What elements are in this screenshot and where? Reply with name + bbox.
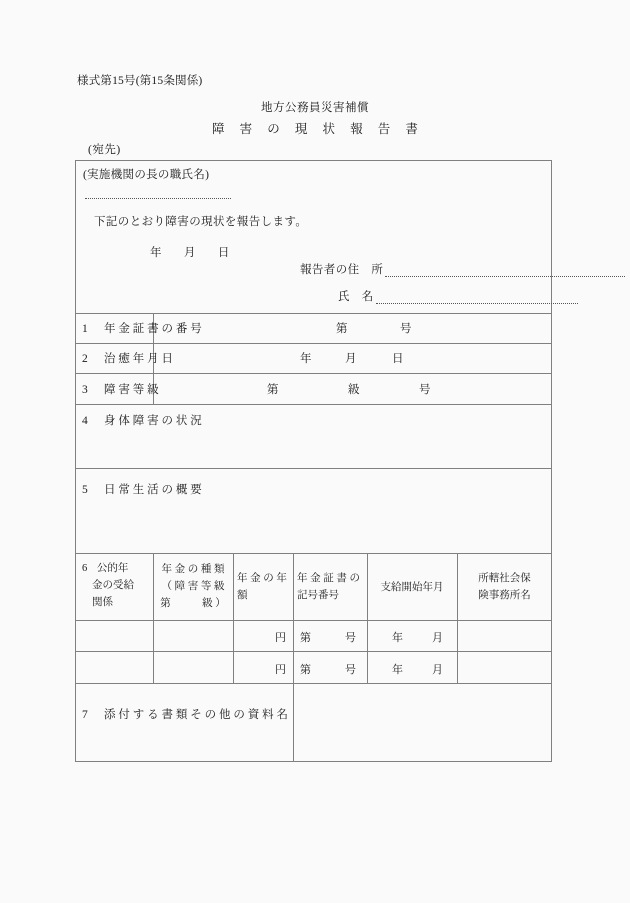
grid-line-s6-col1: [153, 553, 154, 683]
reporter-address-label: 報告者の住 所: [300, 264, 384, 276]
section-6-label-line3: 関係: [92, 597, 113, 608]
row-5-text: 日 常 生 活 の 概 要: [104, 484, 202, 496]
section-6-label-line2: 金の受給: [92, 580, 134, 591]
reporter-address-row: [300, 261, 625, 277]
section-6-label-line1: 公的年: [96, 563, 129, 574]
office-line2: 険事務所名: [478, 590, 531, 601]
organization-name-dotted-line[interactable]: [85, 190, 231, 199]
report-date-line: [150, 244, 230, 260]
section-6-header-pension-kind: [156, 561, 230, 612]
grid-line-s7-divider: [293, 683, 294, 762]
pension-kind-line3: 第 級 ）: [160, 598, 226, 609]
reporter-name-row: [338, 288, 578, 304]
section-6-header-start-date: 支給開始年月: [380, 582, 444, 593]
report-date-day: 日: [217, 247, 230, 259]
row-5-number: 5: [82, 484, 88, 496]
reporter-address-input[interactable]: [385, 265, 625, 277]
s6-row1-cert-dai[interactable]: 第: [300, 632, 311, 644]
annual-amount-line1: 年 金 の 年: [237, 573, 287, 584]
section-7-label: [82, 706, 288, 722]
s6-row2-amount-unit[interactable]: 円: [275, 664, 286, 676]
s6-row1-start-year[interactable]: 年: [392, 632, 403, 644]
report-date-year: 年: [150, 247, 162, 259]
row-3-label: [82, 381, 159, 397]
row-3-number: 3: [82, 384, 88, 396]
report-date-month: 月: [183, 247, 196, 259]
row-1-number: 1: [82, 323, 88, 335]
row-3-text: 障 害 等 級: [104, 384, 159, 396]
grid-line-s6-row1-bottom: [75, 651, 552, 652]
office-line1: 所轄社会保: [478, 573, 531, 584]
row-2-text: 治 癒 年 月 日: [104, 353, 173, 365]
grid-line-s6-col2: [233, 553, 234, 683]
row-2-number: 2: [82, 353, 88, 365]
document-title-sub: 障 害 の 現 状 報 告 書: [212, 122, 424, 136]
grid-line-s6-col3: [293, 553, 294, 683]
section-6-header-office: [458, 570, 551, 604]
grid-line-row1-bottom: [75, 343, 552, 344]
s6-row1-amount-unit[interactable]: 円: [275, 632, 286, 644]
s6-row2-start-month[interactable]: 月: [432, 664, 443, 676]
pension-kind-line2: （ 障 害 等 級: [161, 581, 225, 592]
report-statement: 下記のとおり障害の現状を報告します。: [94, 216, 308, 228]
pension-kind-line1: 年 金 の 種 類: [161, 564, 225, 575]
s6-row2-cert-dai[interactable]: 第: [300, 664, 311, 676]
row-4-label: [82, 412, 202, 428]
certificate-number-line1: 年 金 証 書 の: [297, 573, 360, 584]
addressee-label: (宛先): [88, 144, 121, 156]
row-1-value-dai[interactable]: 第: [336, 323, 348, 335]
document-title-main: 地方公務員災害補償: [261, 102, 369, 114]
grid-line-row3-bottom: [75, 404, 552, 405]
form-outer-frame: [75, 160, 552, 762]
section-6-label: [82, 560, 148, 611]
section-7-number: 7: [82, 709, 88, 721]
s6-row2-cert-go[interactable]: 号: [345, 664, 356, 676]
section-7-text: 添 付 す る 書 類 そ の 他 の 資 料 名: [104, 709, 288, 721]
grid-line-row1-top: [75, 313, 552, 314]
row-3-value-dai[interactable]: 第: [267, 384, 279, 396]
row-4-text: 身 体 障 害 の 状 況: [104, 415, 202, 427]
grid-line-row5-bottom: [75, 553, 552, 554]
section-6-header-annual-amount: [237, 570, 291, 604]
row-4-number: 4: [82, 415, 88, 427]
row-1-label: [82, 320, 202, 336]
row-3-value-kyu[interactable]: 級: [348, 384, 360, 396]
s6-row1-cert-go[interactable]: 号: [345, 632, 356, 644]
grid-line-s6-col4: [367, 553, 368, 683]
row-1-value-go[interactable]: 号: [400, 323, 412, 335]
implementing-organization-label: (実施機関の長の職氏名): [83, 169, 210, 181]
grid-line-row4-bottom: [75, 468, 552, 469]
row-5-label: [82, 481, 202, 497]
row-2-value-year[interactable]: 年: [300, 353, 312, 365]
grid-line-row2-bottom: [75, 373, 552, 374]
s6-row2-start-year[interactable]: 年: [392, 664, 403, 676]
section-6-header-certificate-number: [297, 570, 365, 604]
form-number: 様式第15号(第15条関係): [77, 75, 203, 87]
row-1-text: 年 金 証 書 の 番 号: [104, 323, 202, 335]
grid-line-s6-row2-bottom: [75, 683, 552, 684]
reporter-name-label: 氏 名: [338, 291, 374, 303]
section-6-number: 6: [82, 563, 88, 574]
certificate-number-line2: 記号番号: [297, 590, 339, 601]
row-2-label: [82, 350, 173, 366]
annual-amount-line2: 額: [237, 590, 248, 601]
grid-line-s6-header-bottom: [75, 620, 552, 621]
reporter-name-input[interactable]: [376, 292, 578, 304]
s6-row1-start-month[interactable]: 月: [432, 632, 443, 644]
row-3-value-go[interactable]: 号: [419, 384, 431, 396]
row-2-value-day[interactable]: 日: [392, 353, 404, 365]
row-2-value-month[interactable]: 月: [345, 353, 357, 365]
